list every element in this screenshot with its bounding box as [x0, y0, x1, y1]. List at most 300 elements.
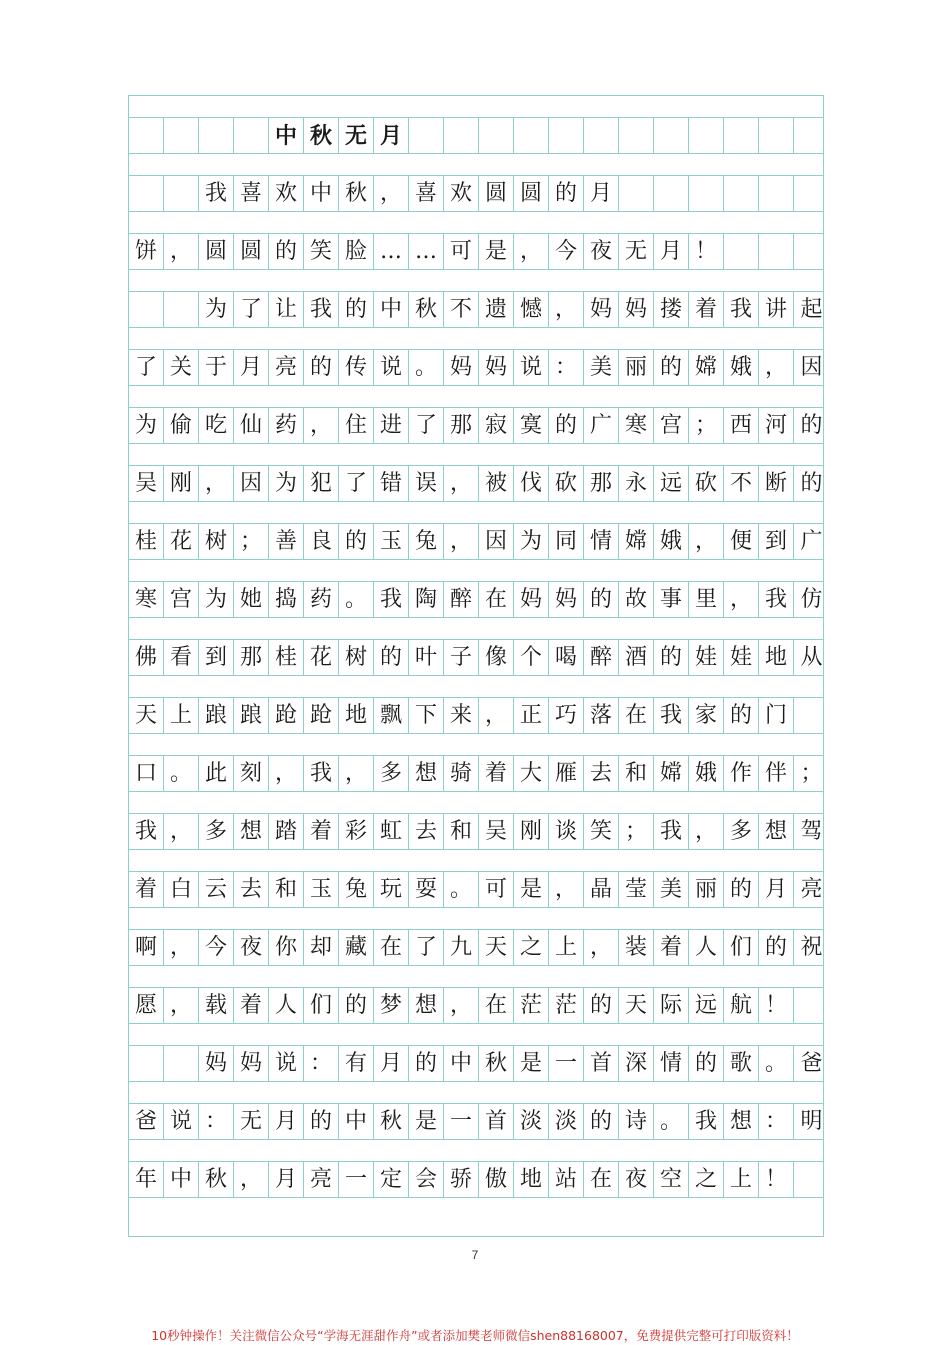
- grid-spacer-band: [129, 96, 823, 118]
- grid-cell: 里: [689, 582, 724, 618]
- grid-cell: 藏: [339, 930, 374, 966]
- grid-cell: ，: [759, 350, 794, 386]
- grid-cell: 想: [724, 1104, 759, 1140]
- grid-cell: 嫦: [689, 350, 724, 386]
- grid-cell: 一: [444, 1104, 479, 1140]
- grid-cell: 圆: [479, 176, 514, 212]
- grid-cell: 嫦: [619, 524, 654, 560]
- grid-spacer-band: [129, 850, 823, 872]
- grid-cell: 地: [339, 698, 374, 734]
- grid-cell: 树: [339, 640, 374, 676]
- grid-cell: [479, 118, 514, 154]
- grid-cell: 宫: [164, 582, 199, 618]
- grid-cell: 妈: [549, 582, 584, 618]
- grid-cell: …: [374, 234, 409, 270]
- grid-cell: [689, 176, 724, 212]
- grid-cell: 们: [724, 930, 759, 966]
- grid-cell: 丽: [619, 350, 654, 386]
- grid-cell: 和: [619, 756, 654, 792]
- grid-cell: 。: [339, 582, 374, 618]
- grid-cell: 歌: [724, 1046, 759, 1082]
- grid-cell: 和: [269, 872, 304, 908]
- grid-cell: 广: [800, 529, 823, 554]
- grid-cell: 中: [304, 176, 339, 212]
- grid-cell: [794, 698, 829, 734]
- grid-spacer-band: [129, 502, 823, 524]
- grid-cell: 想: [759, 814, 794, 850]
- grid-cell: [689, 118, 724, 154]
- grid-cell: 一: [549, 1046, 584, 1082]
- grid-cell: 明: [800, 1109, 823, 1134]
- grid-cell: 玉: [304, 872, 339, 908]
- grid-cell: 憾: [514, 292, 549, 328]
- grid-cell: 仿: [800, 587, 823, 612]
- footer-notice: 10秒钟操作！关注微信公众号“学海无涯甜作舟”或者添加樊老师微信shen88168007，免费提供完整可打印版资料！: [151, 1328, 799, 1343]
- grid-cell: 在: [619, 698, 654, 734]
- grid-cell: 月: [584, 176, 619, 212]
- grid-cell: 娥: [689, 756, 724, 792]
- grid-cell: 上: [164, 698, 199, 734]
- grid-cell: 的: [584, 988, 619, 1024]
- grid-cell: ，: [164, 234, 199, 270]
- grid-cell: 故: [619, 582, 654, 618]
- grid-cell: 笑: [584, 814, 619, 850]
- grid-cell: 伴: [759, 756, 794, 792]
- text-row: [129, 1104, 823, 1140]
- grid-cell: 娥: [724, 350, 759, 386]
- grid-cell: 说: [164, 1104, 199, 1140]
- grid-cell: 会: [409, 1162, 444, 1198]
- grid-cell: 了: [409, 408, 444, 444]
- grid-cell: ，: [479, 698, 514, 734]
- grid-cell: 是: [514, 872, 549, 908]
- grid-cell: ！: [759, 1162, 794, 1198]
- grid-cell: ，: [164, 814, 199, 850]
- grid-cell: 妈: [479, 350, 514, 386]
- grid-cell: 想: [409, 988, 444, 1024]
- grid-cell: 妈: [234, 1046, 269, 1082]
- grid-cell: 中: [374, 292, 409, 328]
- grid-cell: ，: [164, 988, 199, 1024]
- text-row: [129, 640, 823, 676]
- grid-cell: 秋: [304, 118, 339, 154]
- grid-cell: 定: [374, 1162, 409, 1198]
- grid-cell: 你: [269, 930, 304, 966]
- grid-cell: 秋: [374, 1104, 409, 1140]
- grid-cell: 远: [689, 988, 724, 1024]
- grid-cell: 我: [724, 292, 759, 328]
- grid-cell: 个: [514, 640, 549, 676]
- grid-cell: 药: [304, 582, 339, 618]
- grid-cell: 不: [444, 292, 479, 328]
- grid-cell: [654, 176, 689, 212]
- grid-cell: ，: [689, 524, 724, 560]
- grid-cell: 到: [759, 524, 794, 560]
- grid-cell: 的: [339, 524, 374, 560]
- grid-cell: ，: [444, 988, 479, 1024]
- grid-cell: 晶: [584, 872, 619, 908]
- grid-cell: 圆: [234, 234, 269, 270]
- grid-cell: 便: [724, 524, 759, 560]
- grid-cell: 口: [129, 756, 164, 792]
- grid-cell: 的: [800, 413, 823, 438]
- grid-cell: 为: [199, 292, 234, 328]
- grid-cell: 兔: [409, 524, 444, 560]
- grid-cell: 了: [234, 292, 269, 328]
- grid-cell: 那: [444, 408, 479, 444]
- grid-cell: 吃: [199, 408, 234, 444]
- grid-cell: ；: [800, 761, 823, 786]
- grid-cell: 犯: [304, 466, 339, 502]
- grid-cell: 际: [654, 988, 689, 1024]
- grid-cell: [724, 176, 759, 212]
- grid-cell: [234, 118, 269, 154]
- grid-cell: [724, 118, 759, 154]
- grid-cell: 的: [374, 640, 409, 676]
- grid-cell: 是: [514, 1046, 549, 1082]
- grid-cell: 兔: [339, 872, 374, 908]
- grid-cell: 那: [234, 640, 269, 676]
- grid-cell: 娃: [689, 640, 724, 676]
- grid-cell: 九: [444, 930, 479, 966]
- grid-cell: [619, 118, 654, 154]
- grid-cell: 因: [479, 524, 514, 560]
- grid-cell: 宫: [654, 408, 689, 444]
- grid-cell: 喜: [234, 176, 269, 212]
- grid-cell: 着: [479, 756, 514, 792]
- grid-cell: ；: [234, 524, 269, 560]
- grid-cell: 我: [304, 292, 339, 328]
- grid-cell: [654, 118, 689, 154]
- grid-cell: [164, 1046, 199, 1082]
- grid-cell: 从: [800, 645, 823, 670]
- grid-cell: 是: [409, 1104, 444, 1140]
- text-row: [129, 408, 823, 444]
- grid-cell: 虹: [374, 814, 409, 850]
- grid-cell: 茫: [514, 988, 549, 1024]
- page-number: 7: [471, 1248, 479, 1262]
- grid-spacer-band: [129, 908, 823, 930]
- grid-cell: 地: [759, 640, 794, 676]
- grid-cell: 我: [654, 814, 689, 850]
- grid-spacer-band: [129, 154, 823, 176]
- grid-spacer-band: [129, 792, 823, 814]
- grid-cell: 刚: [514, 814, 549, 850]
- text-row: [129, 234, 823, 270]
- grid-cell: 在: [374, 930, 409, 966]
- grid-cell: 月: [759, 872, 794, 908]
- grid-cell: 远: [654, 466, 689, 502]
- grid-cell: [794, 234, 829, 270]
- grid-cell: 永: [619, 466, 654, 502]
- grid-cell: ，: [164, 930, 199, 966]
- grid-cell: 刻: [234, 756, 269, 792]
- grid-cell: 着: [129, 872, 164, 908]
- grid-cell: 在: [479, 988, 514, 1024]
- grid-cell: 的: [724, 698, 759, 734]
- grid-cell: 。: [759, 1046, 794, 1082]
- grid-cell: 骄: [444, 1162, 479, 1198]
- grid-cell: [794, 1162, 829, 1198]
- grid-cell: ，: [549, 292, 584, 328]
- grid-cell: 西: [724, 408, 759, 444]
- grid-cell: 错: [374, 466, 409, 502]
- text-row: [129, 176, 823, 212]
- grid-cell: 伐: [514, 466, 549, 502]
- grid-cell: 之: [514, 930, 549, 966]
- grid-cell: 讲: [759, 292, 794, 328]
- grid-cell: 月: [234, 350, 269, 386]
- grid-cell: 茫: [549, 988, 584, 1024]
- grid-cell: 巧: [549, 698, 584, 734]
- grid-cell: 因: [234, 466, 269, 502]
- grid-cell: 年: [129, 1162, 164, 1198]
- grid-cell: 驾: [800, 819, 823, 844]
- grid-cell: 中: [339, 1104, 374, 1140]
- grid-cell: 着: [654, 930, 689, 966]
- grid-cell: 事: [654, 582, 689, 618]
- grid-spacer-band: [129, 212, 823, 234]
- grid-cell: 叶: [409, 640, 444, 676]
- grid-cell: [619, 176, 654, 212]
- grid-cell: 月: [269, 1162, 304, 1198]
- grid-cell: 的: [339, 292, 374, 328]
- text-row: [129, 582, 823, 618]
- grid-cell: 同: [549, 524, 584, 560]
- grid-cell: 的: [584, 582, 619, 618]
- grid-spacer-band: [129, 618, 823, 640]
- grid-cell: 的: [409, 1046, 444, 1082]
- grid-cell: 之: [689, 1162, 724, 1198]
- grid-cell: 去: [584, 756, 619, 792]
- grid-spacer-band: [129, 1140, 823, 1162]
- grid-cell: 站: [549, 1162, 584, 1198]
- grid-spacer-band: [129, 676, 823, 698]
- grid-spacer-band: [129, 1198, 823, 1220]
- grid-cell: ；: [689, 408, 724, 444]
- grid-cell: 我: [654, 698, 689, 734]
- grid-cell: 多: [374, 756, 409, 792]
- grid-cell: 耍: [409, 872, 444, 908]
- grid-cell: 桂: [129, 524, 164, 560]
- grid-cell: ，: [689, 814, 724, 850]
- grid-cell: 的: [304, 1104, 339, 1140]
- grid-cell: 花: [304, 640, 339, 676]
- grid-cell: 着: [234, 988, 269, 1024]
- grid-cell: 航: [724, 988, 759, 1024]
- grid-cell: 谈: [549, 814, 584, 850]
- grid-cell: 跄: [269, 698, 304, 734]
- grid-cell: 天: [619, 988, 654, 1024]
- grid-cell: [164, 292, 199, 328]
- grid-cell: 亮: [800, 877, 823, 902]
- grid-cell: 我: [374, 582, 409, 618]
- grid-cell: 情: [654, 1046, 689, 1082]
- grid-cell: 被: [479, 466, 514, 502]
- text-row: [129, 872, 823, 908]
- grid-cell: 丽: [689, 872, 724, 908]
- grid-cell: 。: [409, 350, 444, 386]
- grid-cell: 的: [269, 234, 304, 270]
- grid-cell: [164, 176, 199, 212]
- grid-cell: 于: [199, 350, 234, 386]
- grid-cell: 妈: [199, 1046, 234, 1082]
- grid-cell: 门: [759, 698, 794, 734]
- text-row: [129, 698, 823, 734]
- grid-cell: 来: [444, 698, 479, 734]
- grid-cell: 嫦: [654, 756, 689, 792]
- grid-cell: 说: [514, 350, 549, 386]
- grid-cell: 中: [444, 1046, 479, 1082]
- grid-cell: 夜: [584, 234, 619, 270]
- grid-cell: 莹: [619, 872, 654, 908]
- grid-spacer-band: [129, 386, 823, 408]
- grid-cell: …: [409, 234, 444, 270]
- grid-cell: 看: [164, 640, 199, 676]
- grid-cell: 的: [654, 350, 689, 386]
- grid-cell: 地: [514, 1162, 549, 1198]
- grid-cell: 爸: [800, 1051, 823, 1076]
- grid-cell: 妈: [584, 292, 619, 328]
- grid-cell: 寒: [129, 582, 164, 618]
- grid-cell: 妈: [514, 582, 549, 618]
- grid-cell: 此: [199, 756, 234, 792]
- grid-cell: 彩: [339, 814, 374, 850]
- grid-cell: 诗: [619, 1104, 654, 1140]
- grid-cell: 无: [339, 118, 374, 154]
- grid-cell: 踉: [199, 698, 234, 734]
- grid-cell: 砍: [549, 466, 584, 502]
- grid-cell: 娃: [724, 640, 759, 676]
- grid-cell: 广: [584, 408, 619, 444]
- grid-cell: 妈: [444, 350, 479, 386]
- grid-cell: 秋: [339, 176, 374, 212]
- grid-cell: 的: [584, 1104, 619, 1140]
- grid-cell: [794, 118, 829, 154]
- grid-cell: 说: [269, 1046, 304, 1082]
- grid-cell: 。: [444, 872, 479, 908]
- grid-cell: 踏: [269, 814, 304, 850]
- grid-cell: 着: [304, 814, 339, 850]
- grid-cell: 传: [339, 350, 374, 386]
- grid-cell: 我: [689, 1104, 724, 1140]
- grid-cell: 美: [584, 350, 619, 386]
- grid-cell: 说: [374, 350, 409, 386]
- grid-cell: 树: [199, 524, 234, 560]
- grid-cell: 亮: [269, 350, 304, 386]
- grid-cell: 一: [339, 1162, 374, 1198]
- grid-cell: 落: [584, 698, 619, 734]
- grid-cell: 大: [514, 756, 549, 792]
- grid-cell: 在: [479, 582, 514, 618]
- grid-cell: 的: [549, 176, 584, 212]
- grid-cell: 她: [234, 582, 269, 618]
- grid-cell: 骑: [444, 756, 479, 792]
- grid-cell: 飘: [374, 698, 409, 734]
- grid-cell: [129, 1046, 164, 1082]
- grid-cell: 仙: [234, 408, 269, 444]
- grid-cell: ，: [514, 234, 549, 270]
- grid-cell: 我: [304, 756, 339, 792]
- grid-cell: 良: [304, 524, 339, 560]
- grid-cell: 月: [374, 1046, 409, 1082]
- grid-cell: [129, 118, 164, 154]
- grid-cell: [514, 118, 549, 154]
- grid-cell: 中: [164, 1162, 199, 1198]
- grid-cell: 起: [800, 297, 823, 322]
- grid-cell: [444, 118, 479, 154]
- grid-cell: 美: [654, 872, 689, 908]
- grid-cell: 捣: [269, 582, 304, 618]
- grid-cell: 陶: [409, 582, 444, 618]
- grid-cell: 愿: [129, 988, 164, 1024]
- grid-cell: ，: [304, 408, 339, 444]
- grid-cell: ：: [199, 1104, 234, 1140]
- grid-cell: 妈: [619, 292, 654, 328]
- grid-cell: ，: [374, 176, 409, 212]
- grid-cell: 的: [304, 350, 339, 386]
- grid-cell: [584, 118, 619, 154]
- grid-cell: 淡: [549, 1104, 584, 1140]
- grid-cell: 为: [514, 524, 549, 560]
- grid-cell: [794, 988, 829, 1024]
- grid-cell: 爸: [129, 1104, 164, 1140]
- grid-cell: 了: [339, 466, 374, 502]
- grid-cell: 我: [759, 582, 794, 618]
- grid-cell: 的: [689, 1046, 724, 1082]
- grid-cell: 断: [759, 466, 794, 502]
- grid-cell: ，: [444, 466, 479, 502]
- grid-cell: ，: [444, 524, 479, 560]
- grid-cell: 情: [584, 524, 619, 560]
- grid-cell: [129, 176, 164, 212]
- grid-cell: 跄: [304, 698, 339, 734]
- grid-cell: 砍: [689, 466, 724, 502]
- grid-cell: 和: [444, 814, 479, 850]
- grid-cell: 可: [444, 234, 479, 270]
- grid-cell: [549, 118, 584, 154]
- grid-cell: 夜: [234, 930, 269, 966]
- grid-cell: 人: [689, 930, 724, 966]
- grid-cell: 药: [269, 408, 304, 444]
- grid-cell: 上: [724, 1162, 759, 1198]
- grid-cell: ：: [304, 1046, 339, 1082]
- grid-spacer-band: [129, 560, 823, 582]
- grid-cell: 祝: [800, 935, 823, 960]
- grid-cell: 子: [444, 640, 479, 676]
- grid-cell: 人: [269, 988, 304, 1024]
- grid-cell: 娥: [654, 524, 689, 560]
- grid-cell: 们: [304, 988, 339, 1024]
- grid-cell: 玩: [374, 872, 409, 908]
- grid-cell: ：: [549, 350, 584, 386]
- grid-spacer-band: [129, 328, 823, 350]
- grid-cell: 亮: [304, 1162, 339, 1198]
- grid-cell: ：: [759, 1104, 794, 1140]
- grid-cell: 今: [199, 930, 234, 966]
- grid-cell: 偷: [164, 408, 199, 444]
- grid-cell: 为: [199, 582, 234, 618]
- grid-cell: 的: [759, 930, 794, 966]
- grid-cell: 家: [689, 698, 724, 734]
- grid-cell: 住: [339, 408, 374, 444]
- grid-cell: 欢: [444, 176, 479, 212]
- grid-cell: 上: [549, 930, 584, 966]
- grid-cell: 刚: [164, 466, 199, 502]
- grid-cell: 进: [374, 408, 409, 444]
- grid-spacer-band: [129, 1024, 823, 1046]
- grid-cell: ，: [234, 1162, 269, 1198]
